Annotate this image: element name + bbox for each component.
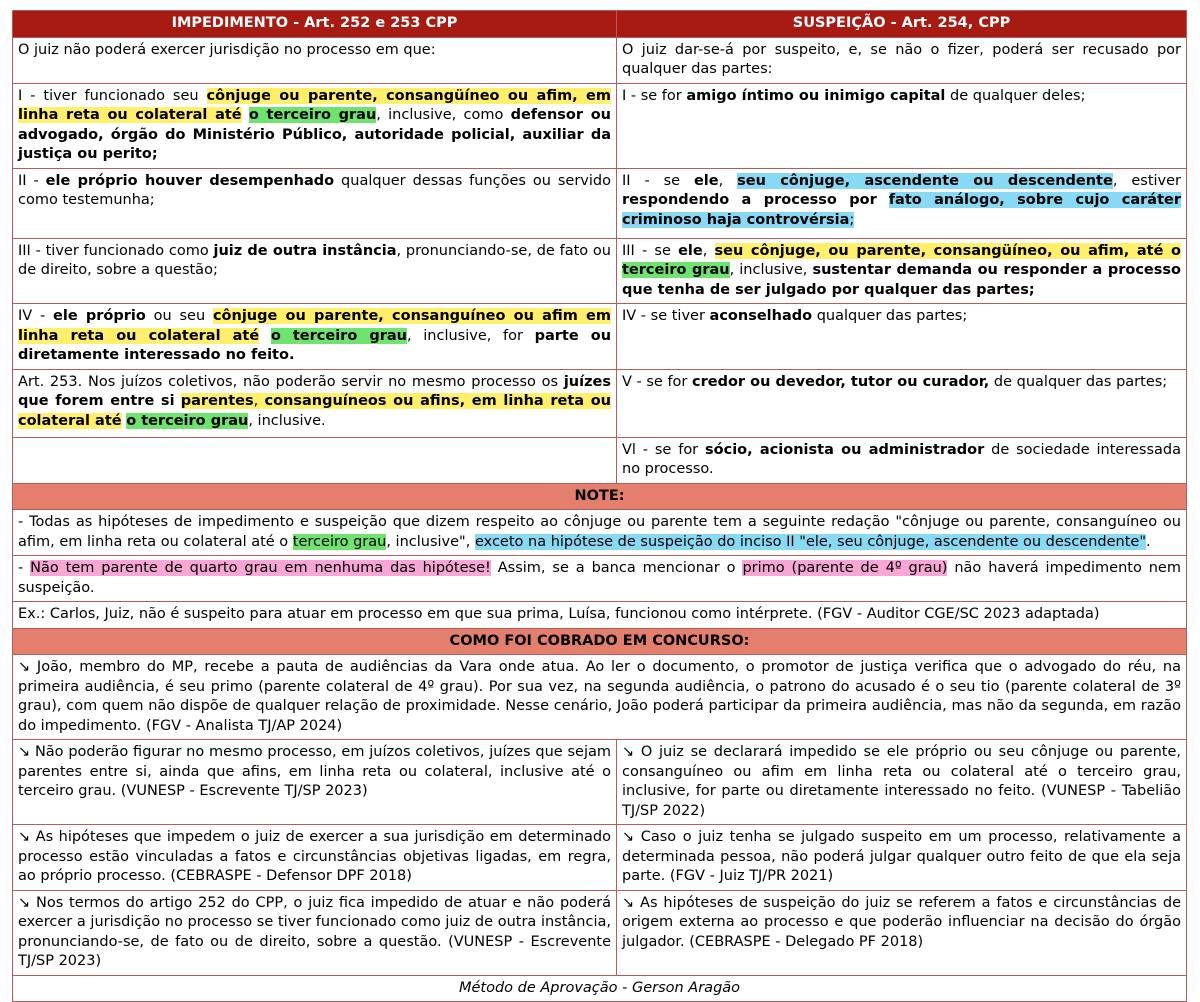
impedimento-inciso-ii: II - ele próprio houver desempenhado qualquer dessas funções ou servido como testemunha; — [13, 168, 617, 238]
arrow-icon: ↘ — [18, 894, 31, 911]
impedimento-inciso-i: I - tiver funcionado seu cônjuge ou parente, consangüíneo ou afim, em linha reta ou colateral até o terceiro grau, inclusive, como defensor ou advogado, órgão do Ministério Público, autoridade policial, auxiliar da justiça ou perito; — [13, 83, 617, 168]
concurso-question-1: ↘ João, membro do MP, recebe a pauta de audiências da Vara onde atua. Ao ler o documento, o promotor de justiça verifica que o advogado do réu, na primeira audiência, é seu primo (parente colateral de 4º grau). Por sua vez, na segunda audiência, o patrono do acusado é o seu tio (parente colateral de 3º grau), com quem não dispõe de qualquer relação de proximidade. Nesse cenário, João poderá participar da primeira audiência, mas não da segunda, em razão do impedimento. (FGV - Analista TJ/AP 2024) — [13, 655, 1187, 740]
footer-credit: Método de Aprovação - Gerson Aragão — [13, 975, 1187, 1002]
header-impedimento: IMPEDIMENTO - Art. 252 e 253 CPP — [13, 11, 617, 38]
arrow-icon: ↘ — [622, 829, 635, 845]
arrow-icon: ↘ — [18, 744, 31, 760]
arrow-icon: ↘ — [622, 744, 635, 760]
impedimento-art-253: Art. 253. Nos juízos coletivos, não poderão servir no mesmo processo os juízes que forem entre si parentes, consanguíneos ou afins, em linha reta ou colateral até o terceiro grau, inclusive. — [13, 369, 617, 437]
concurso-question-right-1: ↘ O juiz se declarará impedido se ele próprio ou seu cônjuge ou parente, consanguíneo ou afim em linha reta ou colateral até o terceiro grau, inclusive, for parte ou diretamente interessado no feito. (VUNESP - Tabelião TJ/SP 2022) — [617, 740, 1187, 825]
intro-impedimento: O juiz não poderá exercer jurisdição no processo em que: — [13, 37, 617, 83]
suspeicao-inciso-i: I - se for amigo íntimo ou inimigo capital de qualquer deles; — [617, 83, 1187, 168]
impedimento-inciso-iv: IV - ele próprio ou seu cônjuge ou parente, consanguíneo ou afim em linha reta ou colateral até o terceiro grau, inclusive, for parte ou diretamente interessado no feito. — [13, 304, 617, 370]
concurso-question-left-1: ↘ Não poderão figurar no mesmo processo, em juízos coletivos, juízes que sejam parentes entre si, ainda que afins, em linha reta ou colateral, inclusive até o terceiro grau. (VUNESP - Escrevente TJ/SP 2023) — [13, 740, 617, 825]
arrow-icon: ↘ — [622, 894, 635, 911]
concurso-question-right-2: ↘ Caso o juiz tenha se julgado suspeito em um processo, relativamente a determinada pessoa, não poderá julgar qualquer outro feito de que ela seja parte. (FGV - Juiz TJ/PR 2021) — [617, 825, 1187, 891]
empty-cell — [13, 437, 617, 483]
note-title: NOTE: — [13, 483, 1187, 510]
arrow-icon: ↘ — [18, 829, 31, 845]
suspeicao-inciso-ii: II - se ele, seu cônjuge, ascendente ou descendente, estiver respondendo a processo por fato análogo, sobre cujo caráter criminoso haja controvérsia; — [617, 168, 1187, 238]
suspeicao-inciso-vi: Vl - se for sócio, acionista ou administrador de sociedade interessada no processo. — [617, 437, 1187, 483]
impedimento-inciso-iii: III - tiver funcionado como juiz de outra instância, pronunciando-se, de fato ou de direito, sobre a questão; — [13, 238, 617, 304]
concurso-title: COMO FOI COBRADO EM CONCURSO: — [13, 628, 1187, 655]
note-3-example: Ex.: Carlos, Juiz, não é suspeito para atuar em processo em que sua prima, Luísa, funcionou como intérprete. (FGV - Auditor CGE/SC 2023 adaptada) — [13, 602, 1187, 629]
note-2: - Não tem parente de quarto grau em nenhuma das hipótese! Assim, se a banca mencionar o primo (parente de 4º grau) não haverá impedimento nem suspeição. — [13, 556, 1187, 602]
arrow-icon: ↘ — [18, 659, 31, 675]
suspeicao-inciso-iii: III - se ele, seu cônjuge, ou parente, consangüíneo, ou afim, até o terceiro grau, inclusive, sustentar demanda ou responder a processo que tenha de ser julgado por qualquer das partes; — [617, 238, 1187, 304]
concurso-question-right-3: ↘ As hipóteses de suspeição do juiz se referem a fatos e circunstâncias de origem externa ao processo e que poderão influenciar na decisão do órgão julgador. (CEBRASPE - Delegado PF 2018) — [617, 890, 1187, 975]
header-suspeicao: SUSPEIÇÃO - Art. 254, CPP — [617, 11, 1187, 38]
suspeicao-inciso-v: V - se for credor ou devedor, tutor ou curador, de qualquer das partes; — [617, 369, 1187, 437]
suspeicao-inciso-iv: IV - se tiver aconselhado qualquer das partes; — [617, 304, 1187, 370]
intro-suspeicao: O juiz dar-se-á por suspeito, e, se não o fizer, poderá ser recusado por qualquer das partes: — [617, 37, 1187, 83]
concurso-question-left-2: ↘ As hipóteses que impedem o juiz de exercer a sua jurisdição em determinado processo estão vinculadas a fatos e circunstâncias objetivas ligadas, em regra, ao próprio processo. (CEBRASPE - Defensor DPF 2018) — [13, 825, 617, 891]
comparison-table — [12, 10, 1187, 1002]
note-1: - Todas as hipóteses de impedimento e suspeição que dizem respeito ao cônjuge ou parente tem a seguinte redação "cônjuge ou parente, consanguíneo ou afim, em linha reta ou colateral até o terceiro grau, inclusive", exceto na hipótese de suspeição do inciso II "ele, seu cônjuge, ascendente ou descendente". — [13, 510, 1187, 556]
concurso-question-left-3: ↘ Nos termos do artigo 252 do CPP, o juiz fica impedido de atuar e não poderá exercer a jurisdição no processo se tiver funcionado como juiz de outra instância, pronunciando-se, de fato ou de direito, sobre a questão. (VUNESP - Escrevente TJ/SP 2023) — [13, 890, 617, 975]
